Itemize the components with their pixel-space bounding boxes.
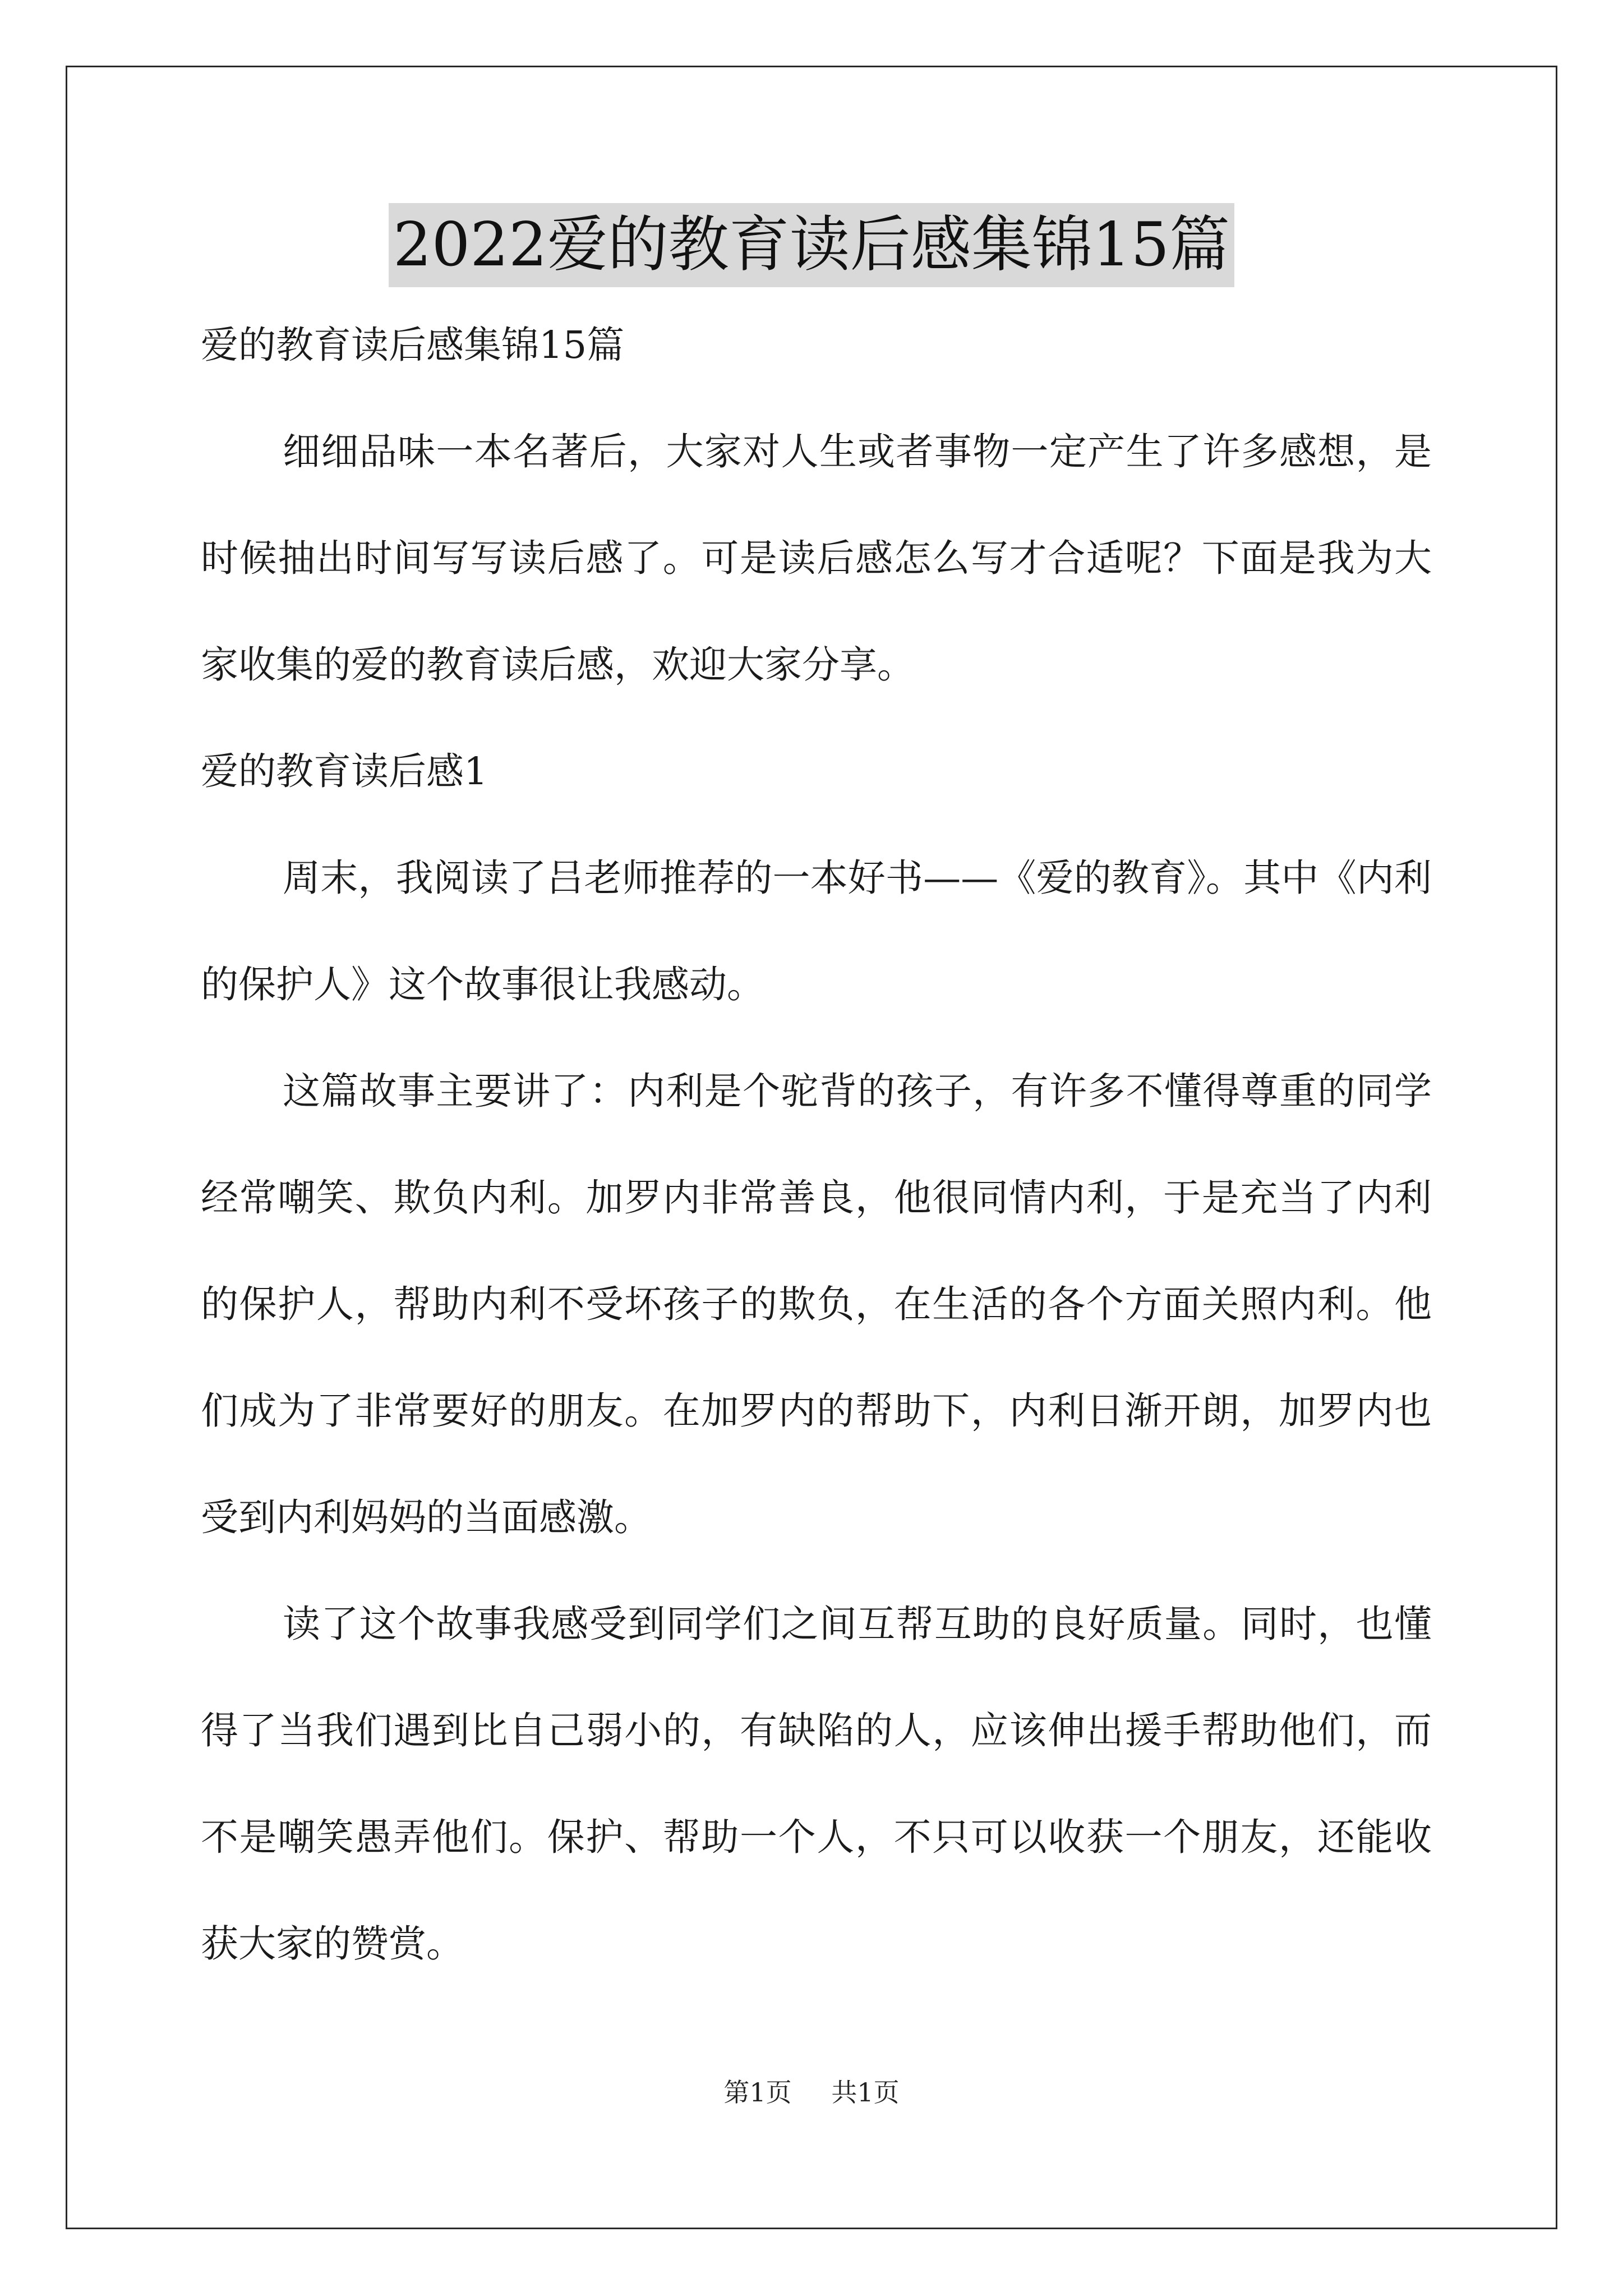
section-heading-1: 爱的教育读后感1 (201, 749, 488, 793)
intro-paragraph: 细细品味一本名著后，大家对人生或者事物一定产生了许多感想，是时候抽出时间写写读后感了。可是读后感怎么写才合适呢？下面是我为大家收集的爱的教育读后感，欢迎大家分享。 (201, 430, 1432, 687)
document-title: 2022爱的教育读后感集锦15篇 (389, 203, 1234, 287)
page-number: 第1页 (723, 2077, 792, 2108)
document-subtitle: 爱的教育读后感集锦15篇 (201, 323, 625, 367)
section-1-paragraph-3: 读了这个故事我感受到同学们之间互帮互助的良好质量。同时，也懂得了当我们遇到比自己弱小的，有缺陷的人，应该伸出援手帮助他们，而不是嘲笑愚弄他们。保护、帮助一个人，不只可以收获一个朋友，还能收获大家的赞赏。 (201, 1602, 1432, 1966)
title-container (0, 203, 1623, 287)
document-body (201, 292, 1432, 1997)
page-footer (0, 2076, 1623, 2109)
section-1-paragraph-1: 周末，我阅读了吕老师推荐的一本好书——《爱的教育》。其中《内利的保护人》这个故事很让我感动。 (201, 856, 1432, 1006)
page-total: 共1页 (831, 2077, 900, 2108)
section-1-paragraph-2: 这篇故事主要讲了：内利是个驼背的孩子，有许多不懂得尊重的同学经常嘲笑、欺负内利。加罗内非常善良，他很同情内利，于是充当了内利的保护人，帮助内利不受坏孩子的欺负，在生活的各个方面关照内利。他们成为了非常要好的朋友。在加罗内的帮助下，内利日渐开朗，加罗内也受到内利妈妈的当面感激。 (201, 1069, 1432, 1539)
